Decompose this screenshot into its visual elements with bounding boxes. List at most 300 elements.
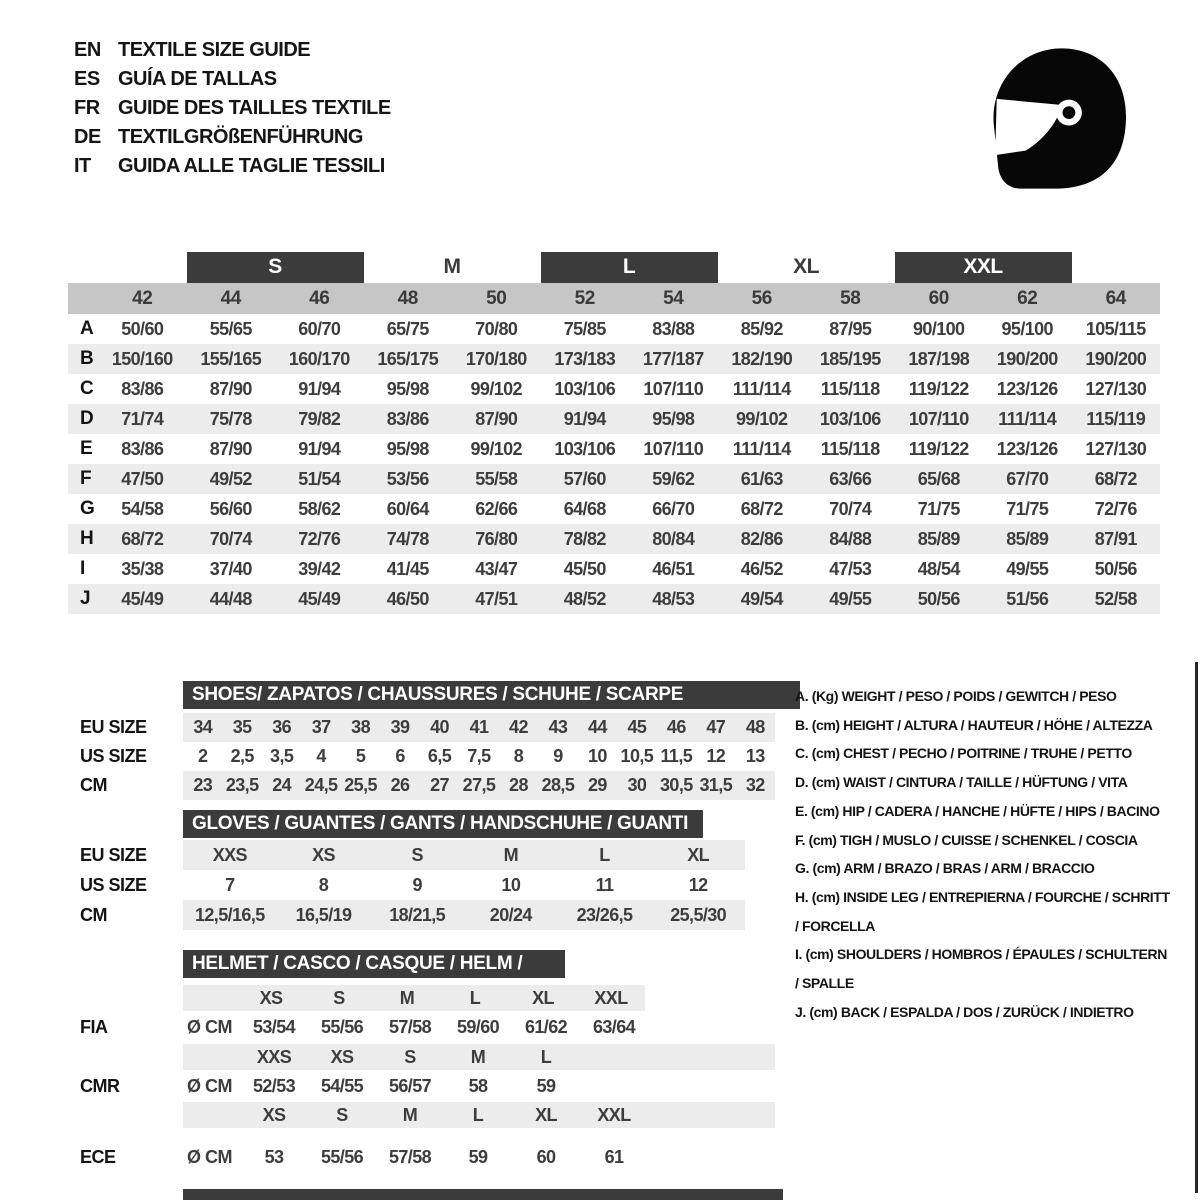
racing-helmet-icon — [980, 40, 1132, 208]
lang-code: ES — [74, 68, 100, 90]
measurement-value: 95/98 — [386, 379, 429, 399]
row-label: J — [80, 588, 91, 609]
eu-size-label: EU SIZE — [80, 845, 147, 865]
measurement-value: 46/50 — [386, 589, 429, 609]
size-number: 44 — [220, 288, 241, 309]
shoe-cm-size: 29 — [587, 775, 607, 795]
measurement-value: 127/130 — [1085, 439, 1147, 459]
measurement-value: 80/84 — [652, 529, 695, 549]
shoe-cm-size: 28,5 — [541, 775, 575, 795]
shoe-cm-size: 27,5 — [462, 775, 496, 795]
measurement-value: 59/62 — [652, 469, 695, 489]
shoe-eu-size: 38 — [351, 717, 370, 737]
shoe-eu-size: 48 — [745, 717, 765, 737]
glove-us-size: 11 — [595, 875, 614, 895]
measurement-value: 44/48 — [209, 589, 252, 609]
legend-item: F. (cm) TIGH / MUSLO / CUISSE / SCHENKEL / COSCIA — [795, 831, 1138, 848]
helmet-size-value: 59 — [536, 1076, 556, 1096]
lang-code: DE — [74, 126, 101, 148]
cmr-label: CMR — [80, 1076, 120, 1096]
table-row-i — [68, 554, 1160, 584]
measurement-value: 67/70 — [1006, 469, 1049, 489]
helmet-size-value: 53/54 — [252, 1017, 296, 1037]
measurement-value: 48/54 — [917, 559, 960, 579]
helmet-size-label: M — [402, 1105, 418, 1125]
ece-size-cells — [240, 1102, 648, 1128]
measurement-value: 95/98 — [652, 409, 695, 429]
measurement-value: 46/52 — [740, 559, 783, 579]
glove-eu-size: XS — [312, 845, 335, 865]
measurement-value: 84/88 — [829, 529, 872, 549]
table-row-g — [68, 494, 1160, 524]
table-row-a — [68, 314, 1160, 344]
row-label: C — [80, 378, 94, 399]
measurement-value: 103/106 — [554, 439, 616, 459]
measurement-value: 90/100 — [913, 319, 965, 339]
measurement-value: 50/56 — [917, 589, 960, 609]
size-number: 48 — [397, 288, 418, 309]
shoe-eu-size: 46 — [666, 717, 686, 737]
helmet-size-table — [80, 950, 800, 1180]
shoes-size-table — [80, 681, 800, 800]
measurement-value: 127/130 — [1085, 379, 1147, 399]
row-values — [98, 524, 1160, 554]
table-row-d — [68, 404, 1160, 434]
measurement-value: 49/55 — [1006, 559, 1049, 579]
right-edge-line — [1195, 662, 1198, 1193]
measurement-value: 63/66 — [829, 469, 872, 489]
measurement-value: 83/86 — [386, 409, 429, 429]
row-label: H — [80, 528, 94, 549]
row-label: A — [80, 318, 94, 339]
size-number: 56 — [751, 288, 772, 309]
shoe-us-size: 7,5 — [467, 746, 491, 766]
glove-us-size: 10 — [501, 875, 521, 895]
helmet-size-label: S — [333, 988, 345, 1008]
legend-item: G. (cm) ARM / BRAZO / BRAS / ARM / BRACCIO — [795, 860, 1095, 877]
helmet-size-label: XXL — [597, 1105, 631, 1125]
table-row-h — [68, 524, 1160, 554]
measurement-value: 54/58 — [121, 499, 164, 519]
table-row-f — [68, 464, 1160, 494]
size-band-xl: XL — [793, 255, 819, 278]
shoe-cm-size: 26 — [390, 775, 410, 795]
cm-label: CM — [80, 905, 107, 925]
helmet-size-label: S — [404, 1047, 416, 1067]
size-number: 46 — [309, 288, 330, 309]
helmet-size-label: L — [472, 1105, 484, 1125]
measurement-value: 75/78 — [209, 409, 252, 429]
helmet-size-value: 63/64 — [592, 1017, 636, 1037]
legend-item: D. (cm) WAIST / CINTURA / TAILLE / HÜFTUNG / VITA — [795, 774, 1128, 791]
legend-item: H. (cm) INSIDE LEG / ENTREPIERNA / FOURCHE / SCHRITT / FORCELLA — [795, 888, 1170, 934]
helmet-size-value: 60 — [536, 1147, 556, 1167]
size-number: 64 — [1105, 288, 1126, 309]
measurement-value: 85/92 — [740, 319, 783, 339]
helmet-size-value: 55/56 — [320, 1147, 364, 1167]
measurement-rows — [68, 314, 1160, 614]
row-label: G — [80, 498, 95, 519]
glove-eu-size: XL — [687, 845, 710, 865]
shoe-us-size: 5 — [355, 746, 366, 766]
measurement-value: 79/82 — [298, 409, 341, 429]
fia-size-band — [183, 985, 645, 1011]
ece-size-band — [183, 1102, 775, 1128]
cmr-values-row — [80, 1071, 800, 1101]
shoe-eu-size: 39 — [390, 717, 410, 737]
measurement-value: 87/90 — [209, 439, 252, 459]
shoe-us-size: 10,5 — [620, 746, 654, 766]
glove-eu-size: M — [503, 845, 519, 865]
legend-item: J. (cm) BACK / ESPALDA / DOS / ZURÜCK / INDIETRO — [795, 1003, 1134, 1020]
helmet-size-label: L — [469, 988, 481, 1008]
measurement-value: 99/102 — [736, 409, 788, 429]
legend-item: B. (cm) HEIGHT / ALTURA / HAUTEUR / HÖHE / ALTEZZA — [795, 716, 1153, 733]
measurement-value: 71/75 — [1006, 499, 1049, 519]
shoe-us-size: 11,5 — [660, 746, 693, 766]
gloves-eu-values — [183, 840, 745, 870]
lang-title: GUIDE DES TAILLES TEXTILE — [118, 97, 391, 119]
glove-us-size: 7 — [225, 875, 235, 895]
helmet-size-label: M — [470, 1047, 486, 1067]
measurement-value: 115/118 — [820, 379, 880, 399]
shoe-us-size: 9 — [553, 746, 563, 766]
glove-cm-size: 16,5/19 — [295, 905, 352, 925]
measurement-value: 115/118 — [820, 439, 880, 459]
shoe-us-size: 6,5 — [427, 746, 452, 766]
shoe-eu-size: 42 — [509, 717, 528, 737]
measurement-value: 87/90 — [209, 379, 252, 399]
lang-row-it — [74, 152, 391, 181]
legend-item: A. (Kg) WEIGHT / PESO / POIDS / GEWITCH / PESO — [795, 688, 1117, 704]
measurement-value: 107/110 — [643, 439, 704, 459]
table-row-c — [68, 374, 1160, 404]
eu-size-label: EU SIZE — [80, 717, 147, 737]
lang-row-es — [74, 65, 391, 94]
measurement-value: 185/195 — [819, 349, 881, 369]
measurement-value: 111/114 — [732, 379, 791, 399]
helmet-size-label: XXL — [594, 988, 628, 1008]
gloves-us-values — [183, 870, 745, 900]
shoe-eu-size: 40 — [430, 717, 449, 737]
glove-cm-size: 25,5/30 — [670, 905, 727, 925]
measurement-value: 47/51 — [475, 589, 518, 609]
measurement-value: 76/80 — [475, 529, 518, 549]
ece-label: ECE — [80, 1147, 116, 1167]
glove-cm-size: 23/26,5 — [576, 905, 633, 925]
measurement-value: 103/106 — [554, 379, 616, 399]
row-values — [98, 464, 1160, 494]
measurement-value: 65/68 — [917, 469, 960, 489]
measurement-value: 91/94 — [298, 379, 341, 399]
shoe-us-size: 2,5 — [230, 746, 254, 766]
row-label: B — [80, 348, 94, 369]
row-label: E — [80, 438, 93, 459]
measurement-value: 111/114 — [732, 439, 791, 459]
row-values — [98, 404, 1160, 434]
helmet-size-label: XS — [262, 1105, 286, 1125]
measurement-value: 49/52 — [209, 469, 252, 489]
row-label: F — [80, 468, 92, 489]
measurement-value: 82/86 — [740, 529, 783, 549]
measurement-value: 37/40 — [209, 559, 252, 579]
row-values — [98, 374, 1160, 404]
measurement-value: 99/102 — [470, 379, 522, 399]
shoe-eu-size: 34 — [193, 717, 213, 737]
cmr-size-band — [183, 1044, 775, 1070]
size-band-row — [68, 252, 1160, 283]
lang-title: TEXTILGRÖßENFÜHRUNG — [118, 126, 363, 148]
size-band-m: M — [443, 255, 461, 278]
measurement-value: 55/58 — [475, 469, 518, 489]
measurement-value: 190/200 — [1085, 349, 1147, 369]
shoe-us-size: 2 — [198, 746, 208, 766]
measurement-value: 187/198 — [908, 349, 970, 369]
shoes-cm-row — [80, 771, 800, 800]
helmet-size-label: XXS — [256, 1047, 292, 1067]
ece-value-cells — [240, 1142, 648, 1172]
measurement-value: 85/89 — [1006, 529, 1049, 549]
lang-row-de — [74, 123, 391, 152]
measurement-value: 61/63 — [740, 469, 783, 489]
row-values — [98, 584, 1160, 614]
size-band-l: L — [541, 252, 718, 283]
shoe-eu-size: 45 — [627, 717, 647, 737]
lang-code: EN — [74, 39, 101, 61]
measurement-value: 87/91 — [1094, 529, 1137, 549]
measurement-value: 47/53 — [829, 559, 872, 579]
measurement-value: 58/62 — [298, 499, 341, 519]
measurement-value: 75/85 — [563, 319, 606, 339]
cm-label: CM — [80, 775, 107, 795]
table-row-b — [68, 344, 1160, 374]
numeric-size-header-row — [68, 283, 1160, 314]
glove-eu-size: XXS — [212, 845, 247, 865]
measurement-value: 68/72 — [1094, 469, 1137, 489]
shoe-cm-size: 27 — [430, 775, 449, 795]
measurement-value: 71/75 — [917, 499, 960, 519]
size-number: 58 — [840, 288, 861, 309]
measurement-value: 66/70 — [652, 499, 695, 519]
glove-cm-size: 12,5/16,5 — [194, 905, 265, 925]
size-number: 62 — [1017, 288, 1038, 309]
measurement-value: 123/126 — [996, 379, 1058, 399]
size-band-xxl: XXL — [895, 252, 1072, 283]
lang-title: GUIDA ALLE TAGLIE TESSILI — [118, 155, 385, 177]
size-band-s: S — [187, 252, 364, 283]
size-number: 54 — [663, 288, 684, 309]
measurement-value: 78/82 — [563, 529, 606, 549]
measurement-value: 177/187 — [642, 349, 704, 369]
measurement-value: 115/119 — [1086, 409, 1146, 429]
measurement-value: 60/70 — [298, 319, 341, 339]
measurement-value: 64/68 — [563, 499, 606, 519]
measurement-value: 95/100 — [1001, 319, 1053, 339]
measurement-value: 62/66 — [475, 499, 518, 519]
shoe-us-size: 3,5 — [270, 746, 294, 766]
measurement-value: 91/94 — [563, 409, 606, 429]
diameter-cm-label: Ø CM — [187, 1076, 232, 1096]
cmr-value-cells — [240, 1071, 580, 1101]
us-size-label: US SIZE — [80, 875, 147, 895]
row-values — [98, 344, 1160, 374]
fia-values-row — [80, 1012, 800, 1042]
measurement-value: 111/114 — [998, 409, 1057, 429]
measurement-value: 155/165 — [200, 349, 262, 369]
legend-item: E. (cm) HIP / CADERA / HANCHE / HÜFTE / HIPS / BACINO — [795, 802, 1160, 819]
helmet-size-label: XL — [532, 988, 554, 1008]
measurement-value: 87/95 — [829, 319, 872, 339]
lang-title: GUÍA DE TALLAS — [118, 68, 277, 90]
shoe-cm-size: 30 — [627, 775, 647, 795]
fia-strip — [183, 1012, 648, 1042]
shoes-eu-values — [183, 713, 775, 742]
measurement-value: 53/56 — [386, 469, 429, 489]
shoe-cm-size: 30,5 — [660, 775, 693, 795]
measurement-value: 68/72 — [121, 529, 164, 549]
fia-label: FIA — [80, 1017, 108, 1037]
measurement-value: 52/58 — [1094, 589, 1137, 609]
size-number: 52 — [574, 288, 595, 309]
gloves-cm-values — [183, 900, 745, 930]
unit-spacer — [183, 985, 237, 1011]
header-spacer — [68, 283, 98, 314]
shoe-eu-size: 43 — [548, 717, 568, 737]
measurement-value: 57/60 — [563, 469, 606, 489]
table-row-j — [68, 584, 1160, 614]
size-number: 42 — [132, 288, 153, 309]
shoe-us-size: 4 — [316, 746, 326, 766]
helmet-size-value: 58 — [468, 1076, 488, 1096]
measurement-value: 107/110 — [643, 379, 704, 399]
measurement-value: 41/45 — [386, 559, 429, 579]
unit-spacer — [183, 1044, 240, 1070]
measurement-value: 85/89 — [917, 529, 960, 549]
lang-code: IT — [74, 155, 91, 177]
cut-off-section-bar — [183, 1189, 783, 1200]
legend-item: C. (cm) CHEST / PECHO / POITRINE / TRUHE / PETTO — [795, 745, 1132, 762]
glove-cm-size: 20/24 — [489, 905, 532, 925]
shoe-us-size: 12 — [706, 746, 726, 766]
measurement-value: 45/49 — [121, 589, 164, 609]
measurement-value: 107/110 — [908, 409, 969, 429]
diameter-cm-label: Ø CM — [187, 1147, 232, 1167]
glove-us-size: 12 — [688, 875, 708, 895]
shoe-eu-size: 35 — [232, 717, 252, 737]
table-row-e — [68, 434, 1160, 464]
helmet-size-value: 55/56 — [320, 1017, 364, 1037]
shoe-us-size: 6 — [395, 746, 405, 766]
helmet-size-label: M — [399, 988, 415, 1008]
measurement-value: 47/50 — [121, 469, 164, 489]
measurement-value: 50/60 — [121, 319, 164, 339]
measurement-value: 56/60 — [209, 499, 252, 519]
measurement-value: 119/122 — [908, 379, 969, 399]
row-values — [98, 314, 1160, 344]
measurement-value: 35/38 — [121, 559, 164, 579]
measurement-value: 60/64 — [386, 499, 429, 519]
measurement-value: 45/49 — [298, 589, 341, 609]
helmet-size-value: 57/58 — [388, 1147, 432, 1167]
measurement-value: 50/56 — [1094, 559, 1137, 579]
size-number: 50 — [486, 288, 507, 309]
measurement-value: 65/75 — [386, 319, 429, 339]
measurement-legend — [795, 682, 1171, 1026]
measurement-value: 105/115 — [1085, 319, 1146, 339]
ece-strip — [183, 1142, 648, 1172]
helmet-section-header: HELMET / CASCO / CASQUE / HELM / — [183, 950, 565, 978]
helmet-size-value: 59 — [468, 1147, 488, 1167]
lang-title: TEXTILE SIZE GUIDE — [118, 39, 311, 61]
diameter-cm-label: Ø CM — [187, 1017, 232, 1037]
measurement-value: 160/170 — [288, 349, 350, 369]
shoe-us-size: 13 — [745, 746, 765, 766]
measurement-value: 99/102 — [470, 439, 522, 459]
measurement-value: 182/190 — [731, 349, 793, 369]
helmet-size-label: L — [540, 1047, 552, 1067]
unit-spacer — [183, 1102, 240, 1128]
numeric-size-cells — [98, 283, 1160, 314]
measurement-value: 70/74 — [209, 529, 252, 549]
measurement-value: 87/90 — [475, 409, 518, 429]
lang-row-en — [74, 36, 391, 65]
fia-sizes-row — [80, 985, 800, 1011]
helmet-size-value: 54/55 — [320, 1076, 364, 1096]
lang-code: FR — [74, 97, 100, 119]
shoes-us-row — [80, 742, 800, 771]
measurement-value: 51/54 — [298, 469, 341, 489]
fia-size-cells — [237, 985, 645, 1011]
measurement-value: 70/80 — [475, 319, 518, 339]
us-size-label: US SIZE — [80, 746, 147, 766]
ece-sizes-row — [80, 1102, 800, 1128]
measurement-value: 83/86 — [121, 439, 164, 459]
measurement-value: 190/200 — [996, 349, 1058, 369]
helmet-size-value: 61 — [604, 1147, 624, 1167]
row-label: D — [80, 408, 94, 429]
cmr-sizes-row — [80, 1044, 800, 1070]
measurement-value: 123/126 — [996, 439, 1058, 459]
shoe-cm-size: 23,5 — [225, 775, 259, 795]
fia-value-cells — [240, 1012, 648, 1042]
shoe-eu-size: 36 — [272, 717, 292, 737]
helmet-size-label: XS — [330, 1047, 354, 1067]
glove-us-size: 8 — [318, 875, 329, 895]
language-title-block — [74, 36, 391, 181]
row-label: I — [80, 558, 86, 579]
glove-eu-size: S — [411, 845, 423, 865]
measurement-value: 83/86 — [121, 379, 164, 399]
measurement-value: 70/74 — [829, 499, 872, 519]
lang-row-fr — [74, 94, 391, 123]
measurement-value: 46/51 — [652, 559, 695, 579]
measurement-value: 48/52 — [563, 589, 606, 609]
gloves-us-row — [80, 870, 800, 900]
gloves-size-table — [80, 810, 800, 930]
cmr-size-cells — [240, 1044, 580, 1070]
shoes-cm-values — [183, 771, 775, 800]
measurement-value: 49/54 — [740, 589, 783, 609]
measurement-value: 165/175 — [377, 349, 439, 369]
helmet-size-label: XS — [259, 988, 283, 1008]
shoe-us-size: 10 — [587, 746, 607, 766]
measurement-value: 173/183 — [554, 349, 616, 369]
shoe-cm-size: 24,5 — [304, 775, 338, 795]
measurement-value: 74/78 — [386, 529, 429, 549]
shoe-eu-size: 44 — [587, 717, 607, 737]
shoe-cm-size: 24 — [272, 775, 292, 795]
shoes-eu-row — [80, 713, 800, 742]
